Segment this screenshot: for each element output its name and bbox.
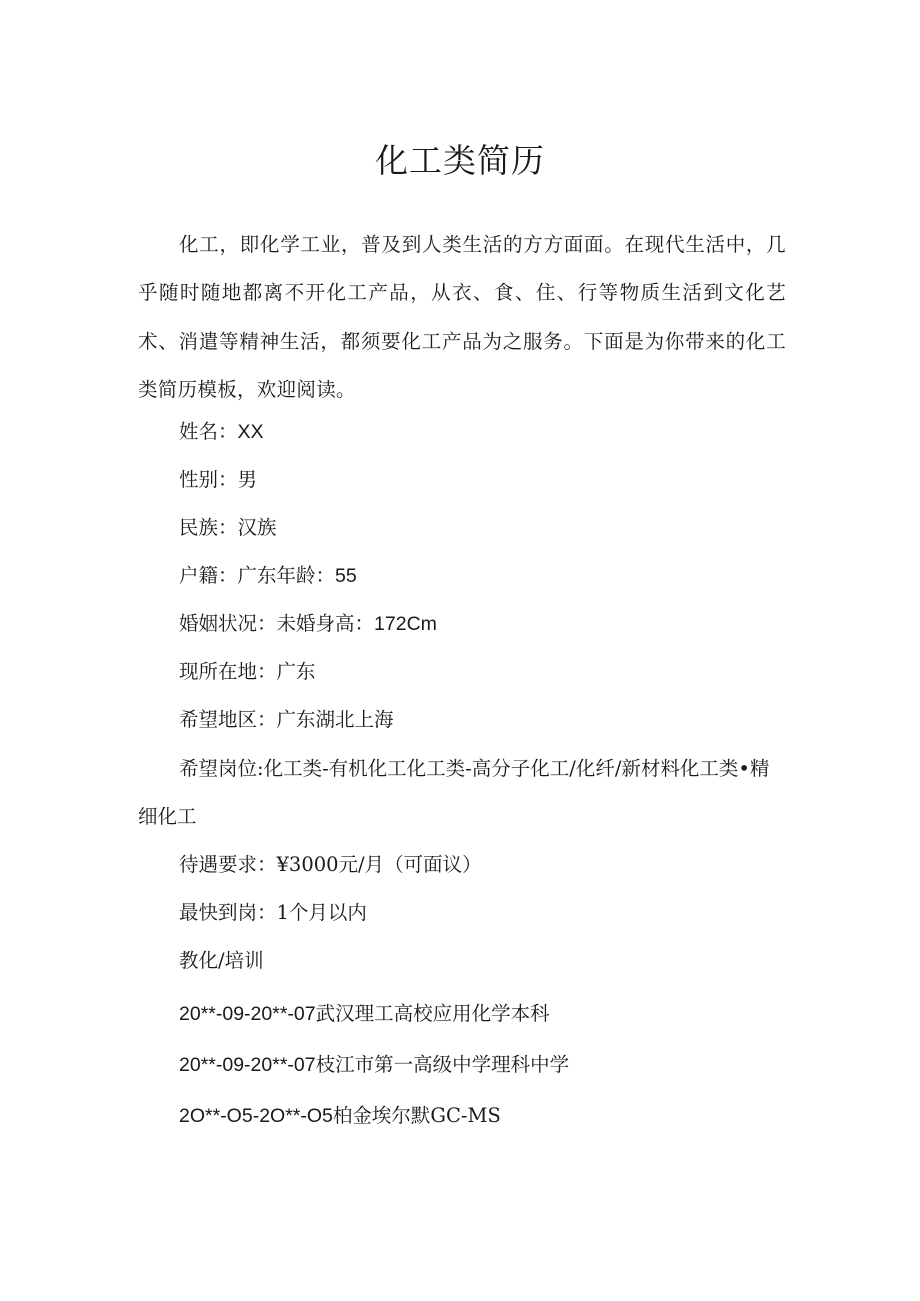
field-location bbox=[179, 657, 316, 687]
field-position-label: 希望岗位: bbox=[179, 757, 264, 780]
field-ethnicity bbox=[179, 513, 277, 543]
field-hukou-age bbox=[179, 561, 357, 591]
field-age-value: 55 bbox=[335, 565, 357, 587]
field-position bbox=[138, 745, 788, 842]
education-item bbox=[179, 1101, 501, 1131]
education-item-date: 2O**-O5-2O**-O5 bbox=[179, 1105, 333, 1127]
field-name-value: XX bbox=[237, 421, 264, 443]
field-region-label: 希望地区： bbox=[179, 708, 277, 731]
education-heading: 教化/培训 bbox=[179, 949, 264, 972]
education-item-date: 20**-09-20**-07 bbox=[179, 1003, 316, 1025]
field-marital-label: 婚姻状况： bbox=[179, 612, 277, 635]
field-start-label: 最快到岗： bbox=[179, 901, 277, 924]
field-salary-value: ¥3000元/月（可面议） bbox=[276, 853, 482, 876]
field-region bbox=[179, 705, 394, 735]
field-ethnicity-label: 民族： bbox=[179, 516, 238, 539]
field-hukou-label: 户籍： bbox=[179, 564, 238, 587]
education-item bbox=[179, 999, 550, 1029]
field-marital-height bbox=[179, 609, 437, 639]
field-name bbox=[179, 417, 264, 447]
field-name-label: 姓名： bbox=[179, 420, 238, 443]
field-start-value: 1个月以内 bbox=[276, 901, 367, 924]
field-position-value: 化工类-有机化工化工类-高分子化工/化纤/新材料化工类•精细化工 bbox=[138, 757, 770, 829]
education-item bbox=[179, 1050, 569, 1080]
intro-paragraph: 化工，即化学工业，普及到人类生活的方方面面。在现代生活中，几乎随时随地都离不开化工产品，从衣、食、住、行等物质生活到文化艺术、消遣等精神生活，都须要化工产品为之服务。下面是为你带来的化工类简历模板，欢迎阅读。 bbox=[138, 233, 786, 401]
field-hukou-value: 广东 bbox=[237, 564, 277, 587]
education-item-text: 柏金埃尔默GC-MS bbox=[332, 1104, 501, 1127]
field-marital-value: 未婚 bbox=[276, 612, 316, 635]
education-item-text: 枝江市第一高级中学理科中学 bbox=[315, 1053, 570, 1076]
field-region-value: 广东湖北上海 bbox=[276, 708, 394, 731]
education-item-date: 20**-09-20**-07 bbox=[179, 1054, 316, 1076]
field-location-label: 现所在地： bbox=[179, 660, 277, 683]
field-ethnicity-value: 汉族 bbox=[237, 516, 277, 539]
field-gender-label: 性别： bbox=[179, 468, 238, 491]
education-item-text: 武汉理工高校应用化学本科 bbox=[315, 1002, 550, 1025]
field-gender bbox=[179, 465, 257, 495]
field-gender-value: 男 bbox=[237, 468, 258, 491]
field-salary-label: 待遇要求： bbox=[179, 853, 277, 876]
field-location-value: 广东 bbox=[276, 660, 316, 683]
document-title: 化工类简历 bbox=[375, 141, 545, 180]
field-height-label: 身高： bbox=[315, 612, 375, 635]
field-salary bbox=[179, 850, 482, 880]
field-start bbox=[179, 898, 367, 928]
field-height-value: 172Cm bbox=[374, 613, 437, 635]
field-age-label: 年龄： bbox=[276, 564, 336, 587]
